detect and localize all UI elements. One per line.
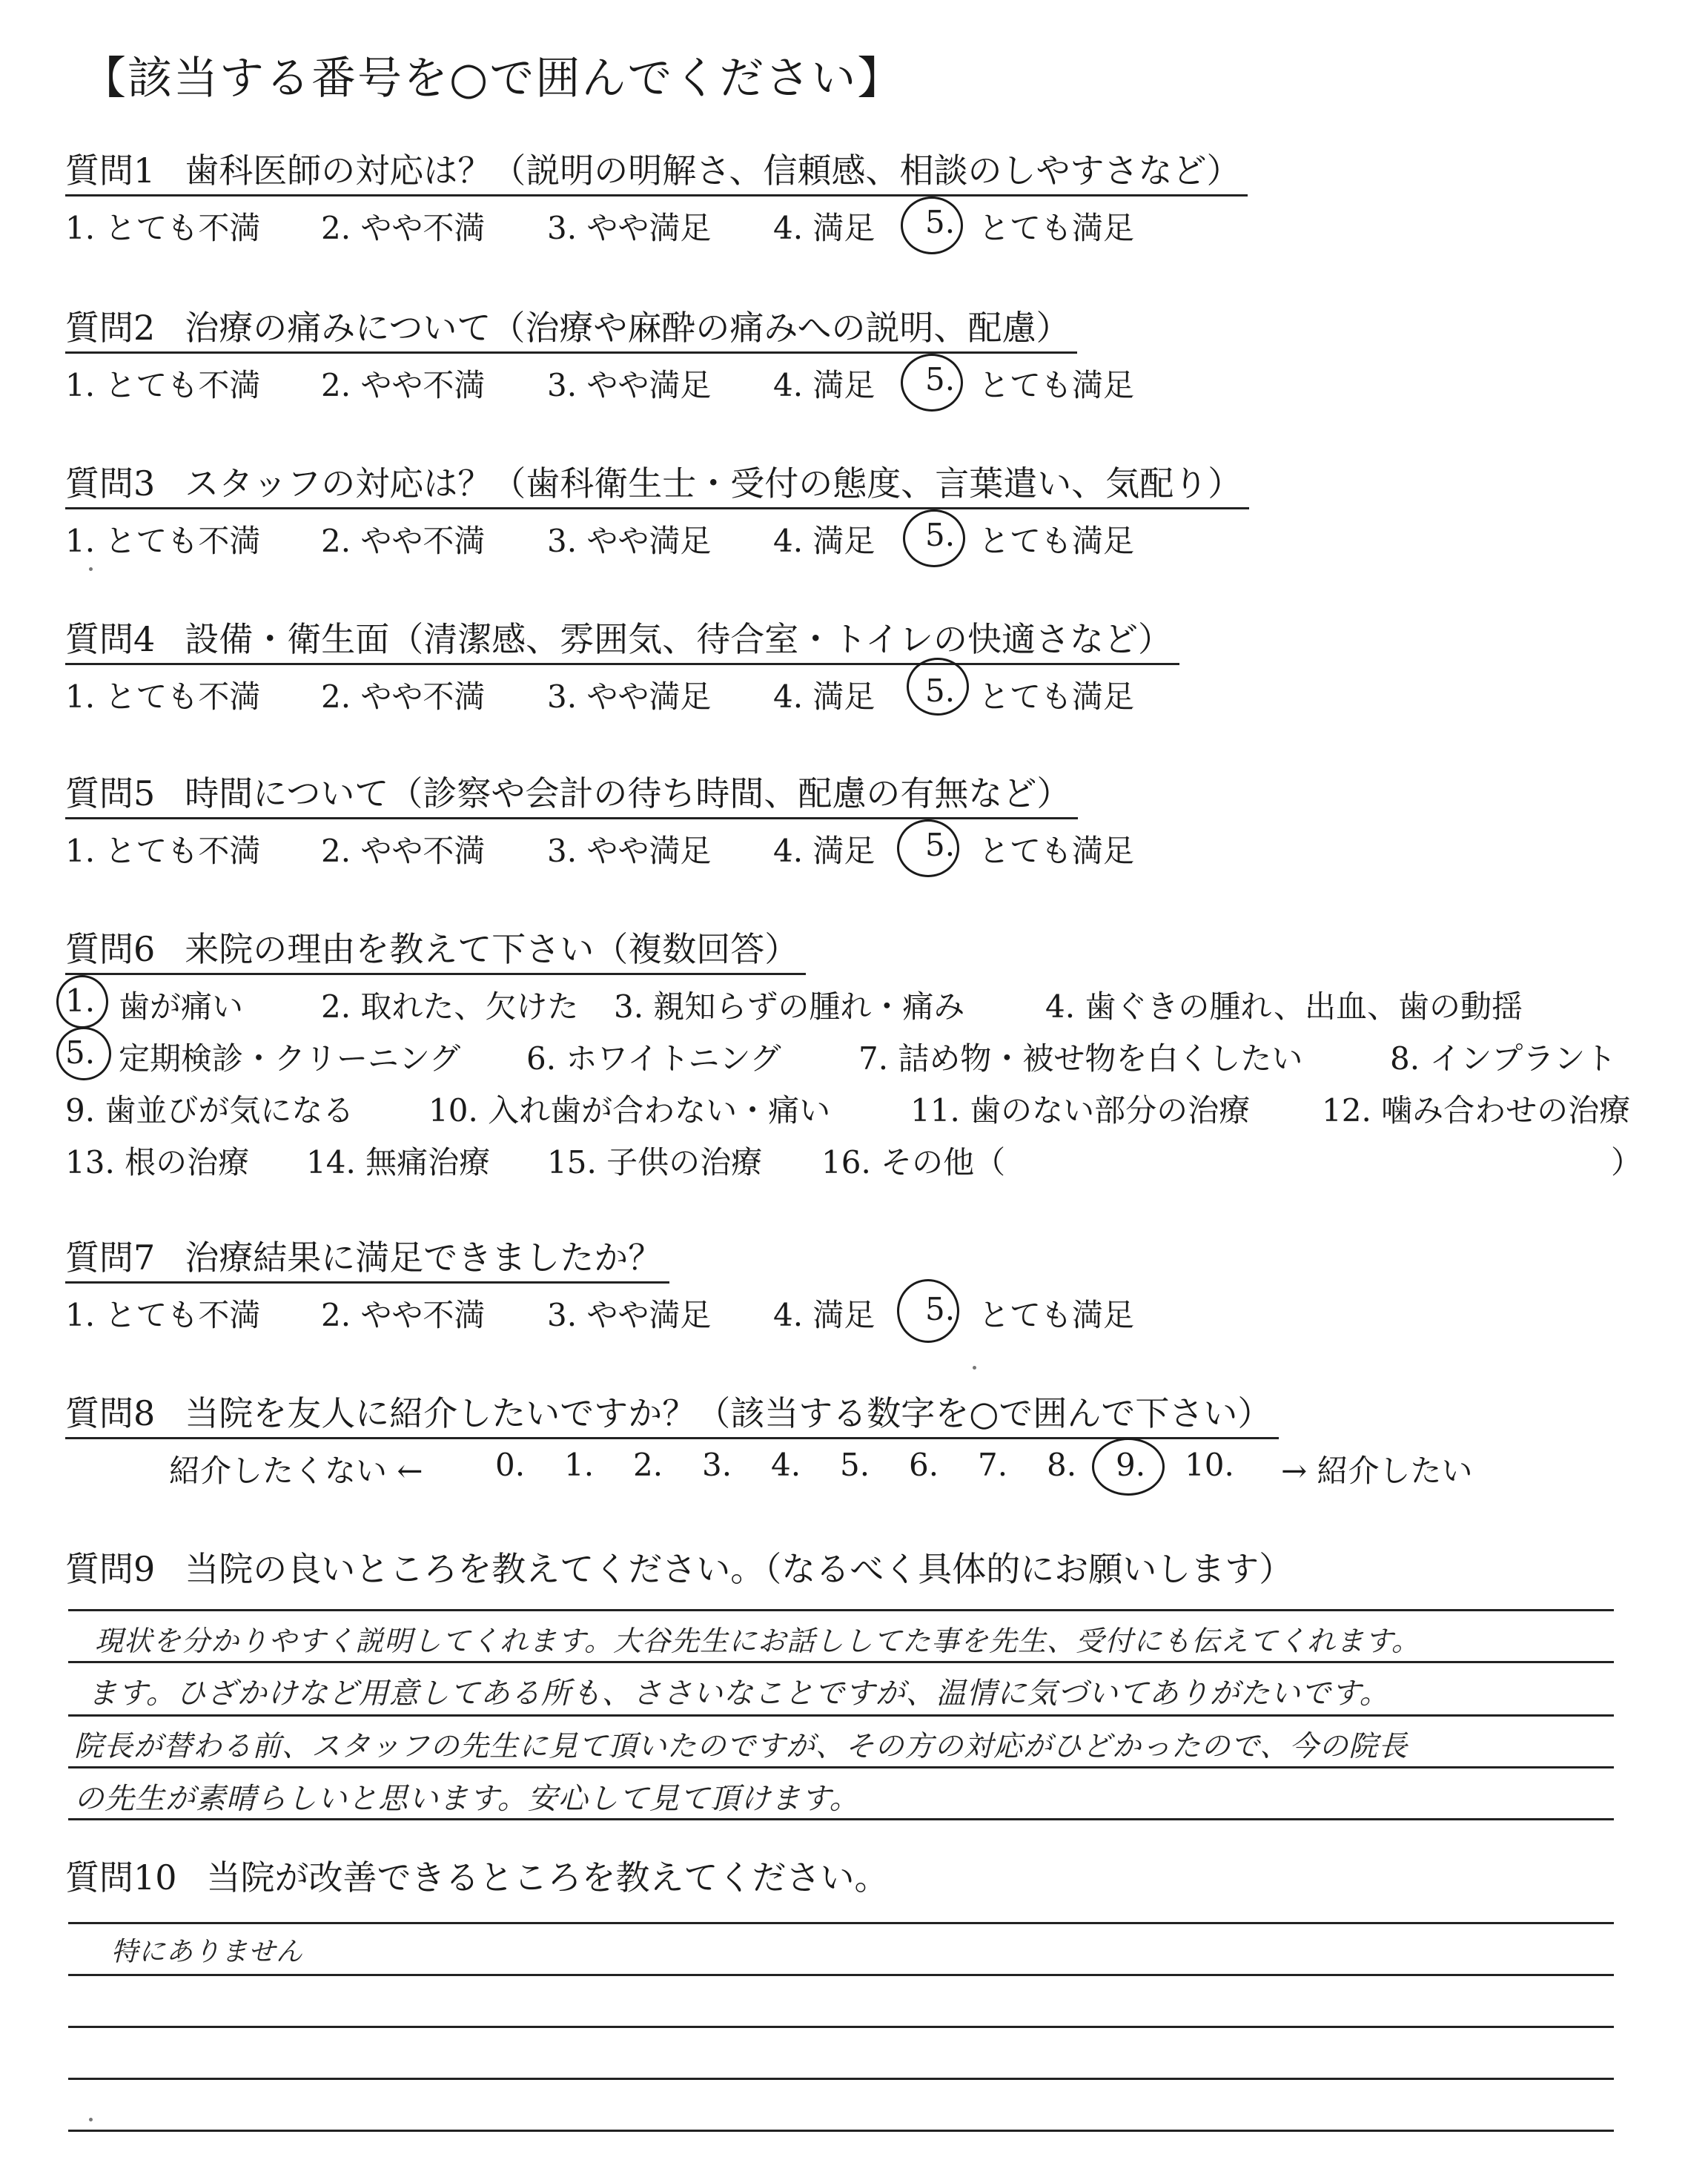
answer-line bbox=[68, 1974, 1614, 1976]
selection-circle bbox=[897, 1279, 959, 1343]
option-6[interactable]: 6. ホワイトニング bbox=[526, 1040, 781, 1077]
answer-line bbox=[68, 1661, 1614, 1663]
question-number: 質問1 bbox=[65, 151, 156, 191]
option-3[interactable]: 3. やや満足 bbox=[547, 523, 712, 559]
reason-options bbox=[65, 975, 1643, 1190]
option-4[interactable]: 4. 満足 bbox=[773, 833, 875, 869]
selection-circle bbox=[56, 1027, 111, 1080]
question-7-heading bbox=[65, 1234, 669, 1284]
question-text: 設備・衛生面（清潔感、雰囲気、待合室・トイレの快適さなど） bbox=[185, 619, 1172, 659]
option-13[interactable]: 13. 根の治療 bbox=[65, 1144, 250, 1180]
question-3-heading bbox=[65, 460, 1249, 509]
selection-circle bbox=[901, 196, 963, 254]
option-10[interactable]: 10. 入れ歯が合わない・痛い bbox=[428, 1092, 831, 1129]
handwritten-answer-line: 現状を分かりやすく説明してくれます。大谷先生にお話ししてた事を先生、受付にも伝えてくれます。 bbox=[95, 1625, 1420, 1657]
rating-options bbox=[65, 665, 1179, 717]
handwritten-answer-line: の先生が素晴らしいと思います。安心して見て頂けます。 bbox=[74, 1782, 860, 1816]
scale-4[interactable]: 4. bbox=[771, 1447, 801, 1483]
answer-line bbox=[68, 1818, 1614, 1820]
question-number: 質問9 bbox=[65, 1549, 156, 1589]
option-15[interactable]: 15. 子供の治療 bbox=[547, 1144, 763, 1180]
option-4[interactable]: 4. 満足 bbox=[773, 678, 875, 715]
option-5[interactable]: 5. bbox=[925, 517, 956, 553]
answer-line bbox=[68, 2026, 1614, 2028]
question-number: 質問8 bbox=[65, 1393, 156, 1433]
option-5[interactable]: 5. bbox=[925, 673, 956, 709]
question-8-heading bbox=[65, 1390, 1279, 1439]
answer-line bbox=[68, 1766, 1614, 1768]
scale-9[interactable]: 9. bbox=[1116, 1447, 1146, 1483]
option-3[interactable]: 3. やや満足 bbox=[547, 367, 712, 403]
question-2-heading bbox=[65, 304, 1077, 354]
question-number: 質問5 bbox=[65, 773, 156, 813]
question-number: 質問2 bbox=[65, 308, 156, 348]
question-number: 質問4 bbox=[65, 619, 156, 659]
option-16-close: ） bbox=[1611, 1144, 1643, 1180]
selection-circle bbox=[56, 975, 108, 1028]
answer-line bbox=[68, 1922, 1614, 1924]
option-1-label: 歯が痛い bbox=[119, 988, 244, 1025]
option-3[interactable]: 3. やや満足 bbox=[547, 1297, 712, 1333]
selection-circle bbox=[901, 354, 963, 412]
rating-options bbox=[65, 509, 1249, 561]
question-text: 来院の理由を教えて下さい（複数回答） bbox=[185, 929, 799, 969]
question-text: スタッフの対応は？（歯科衛生士・受付の態度、言葉遣い、気配り） bbox=[185, 463, 1242, 503]
selection-circle bbox=[897, 819, 959, 877]
question-9 bbox=[65, 1545, 1300, 1593]
option-1[interactable]: 1. とても不満 bbox=[65, 678, 261, 715]
option-1[interactable]: 1. bbox=[65, 982, 96, 1019]
question-9-heading bbox=[65, 1545, 1300, 1593]
question-10 bbox=[65, 1854, 896, 1901]
option-5[interactable]: 5. bbox=[925, 204, 956, 240]
rating-options bbox=[65, 819, 1135, 871]
option-7[interactable]: 7. 詰め物・被せ物を白くしたい bbox=[858, 1040, 1303, 1077]
option-2[interactable]: 2. やや不満 bbox=[321, 367, 486, 403]
selection-circle bbox=[903, 509, 965, 567]
question-2 bbox=[65, 304, 1135, 406]
scale-0[interactable]: 0. bbox=[495, 1447, 526, 1483]
option-4[interactable]: 4. 満足 bbox=[773, 1297, 875, 1333]
option-5[interactable]: 5. bbox=[65, 1034, 96, 1071]
option-4[interactable]: 4. 満足 bbox=[773, 210, 875, 246]
answer-line bbox=[68, 1609, 1614, 1611]
option-12[interactable]: 12. 噛み合わせの治療 bbox=[1322, 1092, 1631, 1129]
question-6-heading bbox=[65, 925, 806, 975]
question-7 bbox=[65, 1234, 1135, 1335]
question-text: 当院の良いところを教えてください。（なるべく具体的にお願いします） bbox=[185, 1549, 1294, 1589]
option-3[interactable]: 3. 親知らずの腫れ・痛み bbox=[614, 988, 965, 1025]
scale-10[interactable]: 10. bbox=[1185, 1447, 1234, 1483]
scale-right-label: → 紹介したい bbox=[1281, 1453, 1473, 1489]
recommend-scale bbox=[65, 1439, 1473, 1491]
rating-options bbox=[65, 196, 1248, 248]
option-16[interactable]: 16. その他（ bbox=[821, 1144, 1006, 1180]
question-number: 質問3 bbox=[65, 463, 156, 503]
option-3[interactable]: 3. やや満足 bbox=[547, 833, 712, 869]
question-number: 質問7 bbox=[65, 1238, 156, 1278]
handwritten-answer-line: 院長が替わる前、スタッフの先生に見て頂いたのですが、その方の対応がひどかったので、今の院長 bbox=[74, 1730, 1409, 1763]
option-5-label: 定期検診・クリーニング bbox=[119, 1040, 461, 1077]
scale-8[interactable]: 8. bbox=[1047, 1447, 1077, 1483]
option-4[interactable]: 4. 歯ぐきの腫れ、出血、歯の動揺 bbox=[1045, 988, 1523, 1025]
option-1[interactable]: 1. とても不満 bbox=[65, 367, 261, 403]
answer-line bbox=[68, 2130, 1614, 2132]
option-5-label: とても満足 bbox=[979, 210, 1135, 246]
scale-6[interactable]: 6. bbox=[909, 1447, 939, 1483]
question-text: 当院を友人に紹介したいですか？（該当する数字を○で囲んで下さい） bbox=[185, 1393, 1272, 1433]
question-1 bbox=[65, 147, 1248, 248]
question-4 bbox=[65, 615, 1179, 717]
option-2[interactable]: 2. やや不満 bbox=[321, 678, 486, 715]
question-number: 質問6 bbox=[65, 929, 156, 969]
option-5-label: とても満足 bbox=[979, 1297, 1135, 1333]
scale-1[interactable]: 1. bbox=[564, 1447, 595, 1483]
scan-speck bbox=[89, 2118, 93, 2121]
question-4-heading bbox=[65, 615, 1179, 665]
scale-3[interactable]: 3. bbox=[702, 1447, 732, 1483]
option-2[interactable]: 2. やや不満 bbox=[321, 1297, 486, 1333]
question-number: 質問10 bbox=[65, 1857, 177, 1898]
scale-5[interactable]: 5. bbox=[840, 1447, 870, 1483]
option-5-label: とても満足 bbox=[979, 367, 1135, 403]
option-5-label: とても満足 bbox=[979, 523, 1135, 559]
option-2[interactable]: 2. 取れた、欠けた bbox=[321, 988, 579, 1025]
option-1[interactable]: 1. とても不満 bbox=[65, 1297, 261, 1333]
option-1[interactable]: 1. とても不満 bbox=[65, 523, 261, 559]
selection-circle bbox=[907, 658, 969, 716]
handwritten-answer: 特にありません bbox=[111, 1937, 304, 1967]
option-2[interactable]: 2. やや不満 bbox=[321, 523, 486, 559]
option-14[interactable]: 14. 無痛治療 bbox=[306, 1144, 491, 1180]
option-1[interactable]: 1. とても不満 bbox=[65, 833, 261, 869]
question-5 bbox=[65, 770, 1135, 871]
question-text: 時間について（診察や会計の待ち時間、配慮の有無など） bbox=[185, 773, 1071, 813]
question-5-heading bbox=[65, 770, 1078, 819]
scan-speck bbox=[973, 1366, 976, 1370]
scale-7[interactable]: 7. bbox=[978, 1447, 1008, 1483]
rating-options bbox=[65, 1284, 1135, 1335]
answer-line bbox=[68, 2078, 1614, 2080]
option-5-label: とても満足 bbox=[979, 678, 1135, 715]
option-3[interactable]: 3. やや満足 bbox=[547, 210, 712, 246]
option-8[interactable]: 8. インプラント bbox=[1390, 1040, 1617, 1077]
question-10-heading bbox=[65, 1854, 896, 1901]
option-3[interactable]: 3. やや満足 bbox=[547, 678, 712, 715]
selection-circle bbox=[1092, 1438, 1165, 1496]
scale-2[interactable]: 2. bbox=[633, 1447, 663, 1483]
option-1[interactable]: 1. とても不満 bbox=[65, 210, 261, 246]
handwritten-answer-line: ます。ひざかけなど用意してある所も、ささいなことですが、温情に気づいてありがたいです。 bbox=[87, 1677, 1390, 1711]
question-8 bbox=[65, 1390, 1473, 1491]
question-1-heading bbox=[65, 147, 1248, 196]
rating-options bbox=[65, 354, 1135, 406]
option-2[interactable]: 2. やや不満 bbox=[321, 210, 486, 246]
question-text: 当院が改善できるところを教えてください。 bbox=[206, 1857, 889, 1898]
question-3 bbox=[65, 460, 1249, 561]
option-11[interactable]: 11. 歯のない部分の治療 bbox=[910, 1092, 1251, 1129]
question-6 bbox=[65, 925, 1643, 1190]
scale-left-label: 紹介したくない ← bbox=[169, 1453, 423, 1489]
option-5[interactable]: 5. bbox=[925, 361, 956, 397]
form-title: 【該当する番号を○で囲んでください】 bbox=[82, 53, 904, 105]
option-9[interactable]: 9. 歯並びが気になる bbox=[65, 1092, 354, 1129]
option-2[interactable]: 2. やや不満 bbox=[321, 833, 486, 869]
question-text: 歯科医師の対応は？（説明の明解さ、信頼感、相談のしやすさなど） bbox=[185, 151, 1241, 191]
answer-line bbox=[68, 1714, 1614, 1717]
option-4[interactable]: 4. 満足 bbox=[773, 523, 875, 559]
question-text: 治療の痛みについて（治療や麻酔の痛みへの説明、配慮） bbox=[185, 308, 1070, 348]
option-5-label: とても満足 bbox=[979, 833, 1135, 869]
option-5[interactable]: 5. bbox=[925, 1291, 956, 1327]
option-5[interactable]: 5. bbox=[925, 827, 956, 863]
scan-speck bbox=[89, 567, 93, 571]
question-text: 治療結果に満足できましたか？ bbox=[185, 1238, 663, 1278]
option-4[interactable]: 4. 満足 bbox=[773, 367, 875, 403]
